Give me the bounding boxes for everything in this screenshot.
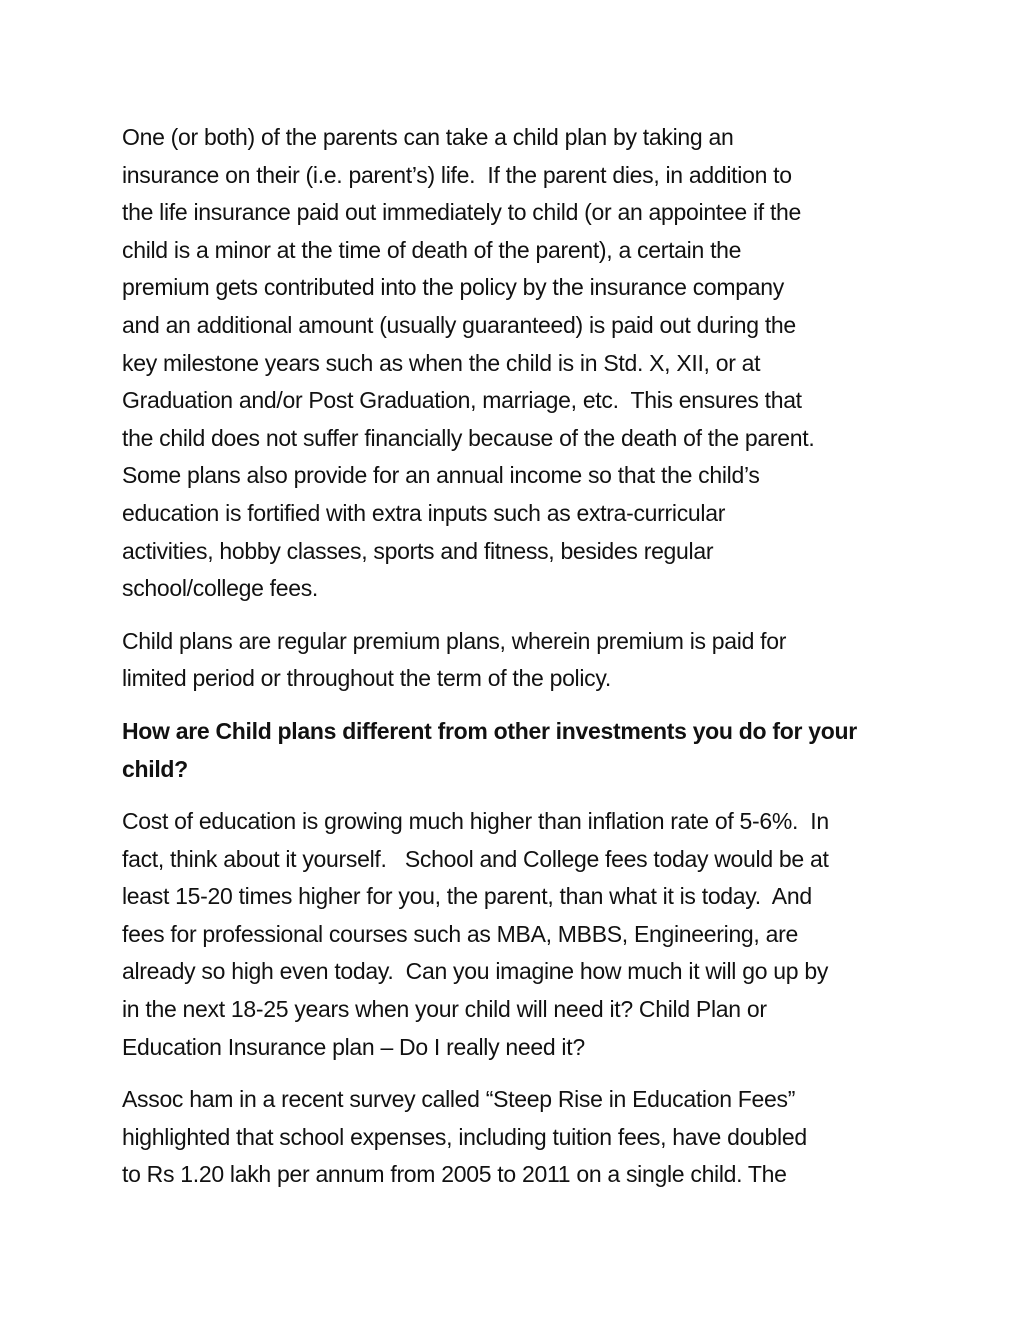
text-line: fees for professional courses such as MBA, MBBS, Engineering, are	[122, 920, 798, 947]
paragraph-assocham-survey	[122, 1081, 912, 1194]
section-heading	[122, 713, 912, 788]
text-line: highlighted that school expenses, including tuition fees, have doubled	[122, 1123, 807, 1150]
text-line: Graduation and/or Post Graduation, marriage, etc. This ensures that	[122, 387, 802, 414]
text-line: education is fortified with extra inputs such as extra-curricular	[122, 499, 726, 526]
text-line: school/college fees.	[122, 575, 319, 602]
paragraph-child-plan-intro	[122, 119, 912, 608]
text-line: child is a minor at the time of death of the parent), a certain the	[122, 236, 742, 263]
paragraph-cost-of-education	[122, 803, 912, 1066]
heading-line: How are Child plans different from other investments you do for your	[122, 717, 857, 744]
text-line: Child plans are regular premium plans, wherein premium is paid for	[122, 627, 787, 654]
text-line: key milestone years such as when the child is in Std. X, XII, or at	[122, 349, 761, 376]
text-line: already so high even today. Can you imagine how much it will go up by	[122, 958, 829, 985]
text-line: in the next 18-25 years when your child will need it? Child Plan or	[122, 996, 767, 1023]
heading-line: child?	[122, 755, 188, 782]
text-line: insurance on their (i.e. parent’s) life. If the parent dies, in addition to	[122, 161, 792, 188]
document-body	[122, 119, 912, 1209]
text-line: and an additional amount (usually guaranteed) is paid out during the	[122, 311, 796, 338]
paragraph-regular-premium	[122, 623, 912, 698]
text-line: Some plans also provide for an annual income so that the child’s	[122, 462, 760, 489]
text-line: activities, hobby classes, sports and fitness, besides regular	[122, 537, 714, 564]
text-line: Cost of education is growing much higher than inflation rate of 5-6%. In	[122, 808, 829, 835]
text-line: fact, think about it yourself. School and College fees today would be at	[122, 845, 829, 872]
text-line: premium gets contributed into the policy by the insurance company	[122, 274, 784, 301]
text-line: to Rs 1.20 lakh per annum from 2005 to 2011 on a single child. The	[122, 1161, 787, 1188]
text-line: the child does not suffer financially because of the death of the parent.	[122, 424, 815, 451]
text-line: One (or both) of the parents can take a child plan by taking an	[122, 124, 734, 150]
text-line: the life insurance paid out immediately to child (or an appointee if the	[122, 199, 802, 226]
text-line: Assoc ham in a recent survey called “Steep Rise in Education Fees”	[122, 1086, 796, 1113]
text-line: limited period or throughout the term of the policy.	[122, 665, 611, 692]
text-line: Education Insurance plan – Do I really need it?	[122, 1033, 585, 1060]
text-line: least 15-20 times higher for you, the parent, than what it is today. And	[122, 883, 812, 910]
